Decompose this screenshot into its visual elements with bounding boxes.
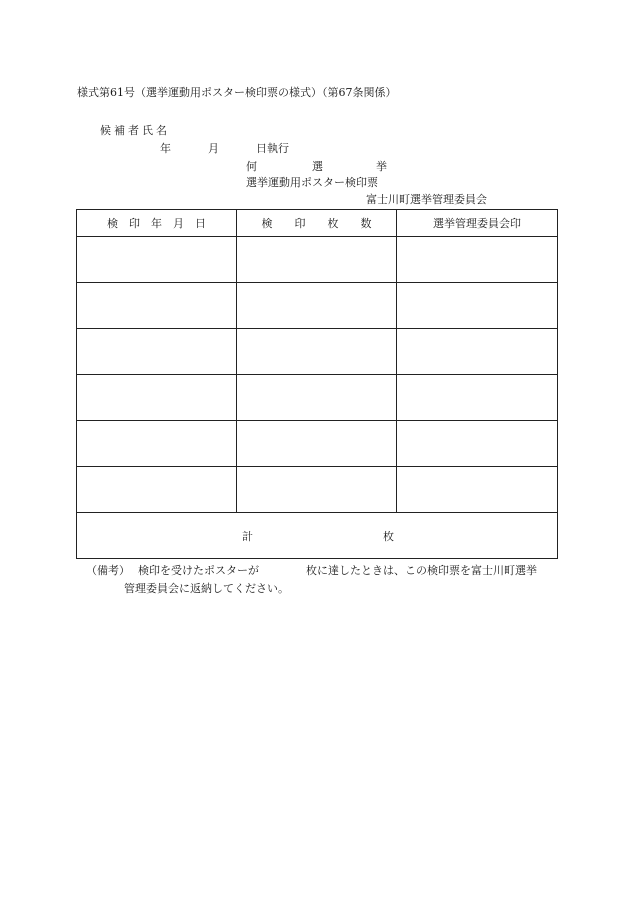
stamp-count-cell[interactable] bbox=[237, 283, 397, 329]
remarks-label: （備考） bbox=[86, 564, 130, 577]
stamp-date-cell[interactable] bbox=[77, 467, 237, 513]
election-name-part-2: 選 bbox=[312, 160, 323, 173]
column-header-committee-seal: 選挙管理委員会印 bbox=[397, 210, 558, 237]
candidate-name-label: 候補者氏名 bbox=[100, 124, 170, 137]
committee-seal-cell[interactable] bbox=[397, 329, 558, 375]
table-row bbox=[77, 283, 558, 329]
stamp-date-cell[interactable] bbox=[77, 329, 237, 375]
committee-seal-cell[interactable] bbox=[397, 467, 558, 513]
stamp-date-cell[interactable] bbox=[77, 283, 237, 329]
total-row bbox=[77, 513, 558, 559]
table-row bbox=[77, 421, 558, 467]
ticket-title: 選挙運動用ポスター検印票 bbox=[246, 176, 378, 189]
stamp-date-cell[interactable] bbox=[77, 421, 237, 467]
stamp-date-cell[interactable] bbox=[77, 375, 237, 421]
committee-name: 富士川町選挙管理委員会 bbox=[366, 193, 487, 206]
table-row bbox=[77, 467, 558, 513]
day-execution-label: 日執行 bbox=[256, 142, 289, 155]
committee-seal-cell[interactable] bbox=[397, 375, 558, 421]
table-row bbox=[77, 375, 558, 421]
month-label: 月 bbox=[208, 142, 219, 155]
remarks-line-2: 管理委員会に返納してください。 bbox=[124, 582, 289, 595]
stamp-record-table bbox=[76, 209, 558, 559]
election-name-part-3: 挙 bbox=[376, 160, 387, 173]
committee-seal-cell[interactable] bbox=[397, 237, 558, 283]
stamp-count-cell[interactable] bbox=[237, 329, 397, 375]
table-row bbox=[77, 329, 558, 375]
remarks-text-2: 枚に達したときは、この検印票を富士川町選挙 bbox=[306, 564, 537, 577]
column-header-stamp-count: 検 印 枚 数 bbox=[237, 210, 397, 237]
stamp-date-cell[interactable] bbox=[77, 237, 237, 283]
remarks-text-1: 検印を受けたポスターが bbox=[138, 564, 259, 577]
year-label: 年 bbox=[160, 142, 171, 155]
total-unit-label: 枚 bbox=[383, 530, 394, 543]
election-name-part-1: 何 bbox=[246, 160, 257, 173]
stamp-count-cell[interactable] bbox=[237, 421, 397, 467]
form-title: 様式第61号（選挙運動用ポスター検印票の様式）（第67条関係） bbox=[77, 86, 397, 99]
table-row bbox=[77, 237, 558, 283]
stamp-count-cell[interactable] bbox=[237, 237, 397, 283]
committee-seal-cell[interactable] bbox=[397, 283, 558, 329]
table-header-row bbox=[77, 210, 558, 237]
stamp-count-cell[interactable] bbox=[237, 375, 397, 421]
committee-seal-cell[interactable] bbox=[397, 421, 558, 467]
total-cell[interactable] bbox=[77, 513, 558, 559]
column-header-stamp-date: 検 印 年 月 日 bbox=[77, 210, 237, 237]
stamp-count-cell[interactable] bbox=[237, 467, 397, 513]
total-label: 計 bbox=[242, 530, 253, 543]
